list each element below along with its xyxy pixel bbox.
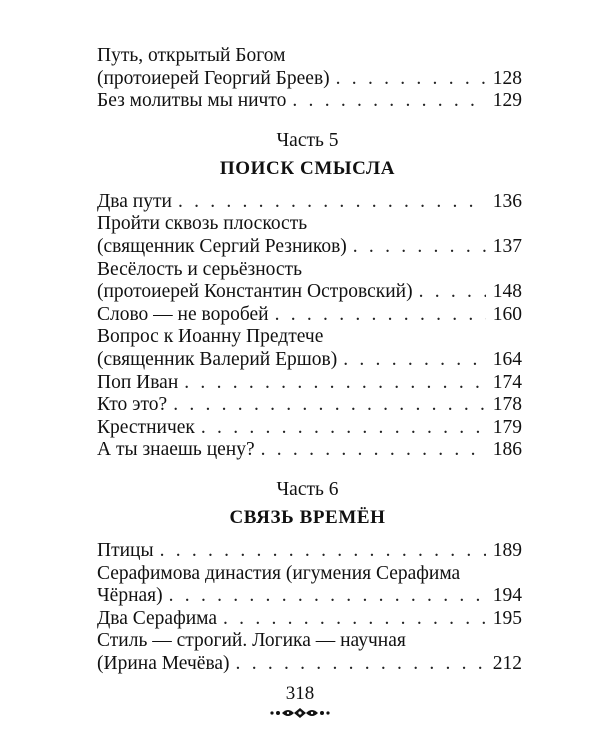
part-5-label: Часть 5	[276, 129, 339, 151]
toc-entry	[97, 259, 522, 282]
toc-entry	[97, 90, 522, 113]
toc-entry-title: Без молитвы мы ничто	[97, 90, 287, 112]
dot-leader	[160, 540, 486, 563]
toc-section-top	[97, 45, 522, 113]
toc-entry-page: 160	[492, 303, 522, 325]
toc-entry-title: Серафимова династия (игумения Серафима	[97, 562, 461, 584]
toc-entry	[97, 372, 522, 395]
dot-leader	[261, 439, 486, 462]
toc-entry-page: 178	[492, 394, 522, 416]
toc-entry-page: 129	[492, 90, 522, 112]
toc-entry-title: Крестничек	[97, 416, 195, 438]
toc-entry	[97, 213, 522, 236]
toc-entry-page: 189	[492, 539, 522, 561]
dot-leader	[169, 585, 486, 608]
toc-entry	[97, 236, 522, 259]
toc-entry-title: (протоиерей Константин Островский)	[97, 281, 413, 303]
toc-entry-title: Кто это?	[97, 394, 168, 416]
toc-entry-title: Два Серафима	[97, 607, 218, 629]
toc-entry-title: (протоиерей Георгий Бреев)	[97, 67, 330, 89]
toc-entry-page: 164	[492, 348, 522, 370]
toc-entry-page: 194	[492, 585, 522, 607]
toc-entry	[97, 439, 522, 462]
toc-entry	[97, 608, 522, 631]
dot-leader	[336, 68, 486, 91]
toc-entry-title: А ты знаешь цену?	[97, 439, 255, 461]
page-number: 318	[285, 683, 315, 704]
dot-leader	[275, 304, 486, 327]
toc-entry	[97, 653, 522, 676]
toc-entry-page: 195	[492, 607, 522, 629]
toc-entry-title: Стиль — строгий. Логика — научная	[97, 630, 406, 652]
toc-entry-page: 128	[492, 67, 522, 89]
dot-leader	[353, 236, 486, 259]
toc-entry-page: 137	[492, 235, 522, 257]
part-6-title: СВЯЗЬ ВРЕМЁН	[229, 506, 386, 528]
toc-entry-page: 186	[492, 439, 522, 461]
toc-entry-title: Вопрос к Иоанну Предтече	[97, 326, 324, 348]
toc-entry-title: Слово — не воробей	[97, 303, 269, 325]
dot-leader	[419, 281, 486, 304]
toc-entry-page: 212	[492, 652, 522, 674]
toc-entry	[97, 45, 522, 68]
toc-entry	[97, 191, 522, 214]
toc-entry-page: 136	[492, 190, 522, 212]
toc-entry-page: 179	[492, 416, 522, 438]
dot-leader	[178, 191, 486, 214]
dot-leader	[236, 653, 486, 676]
part-5-title: ПОИСК СМЫСЛА	[219, 157, 396, 179]
toc-entry-title: Птицы	[97, 539, 154, 561]
dot-leader	[184, 372, 486, 395]
toc-entry-title: Весёлость и серьёзность	[97, 258, 302, 280]
dot-leader	[292, 90, 486, 113]
toc-entry-title: (Ирина Мечёва)	[97, 652, 230, 674]
dot-leader	[173, 394, 486, 417]
toc-section-part-5	[97, 191, 522, 462]
toc-entry	[97, 563, 522, 586]
toc-entry	[97, 394, 522, 417]
toc-entry-page: 148	[492, 281, 522, 303]
dot-leader	[343, 349, 486, 372]
toc-entry	[97, 585, 522, 608]
toc-entry	[97, 540, 522, 563]
toc-entry-title: Пройти сквозь плоскость	[97, 213, 308, 235]
toc-entry-title: Путь, открытый Богом	[97, 45, 286, 66]
toc-entry	[97, 326, 522, 349]
toc-entry	[97, 630, 522, 653]
toc-entry-title: Два пути	[97, 190, 172, 212]
toc-entry	[97, 349, 522, 372]
toc-entry	[97, 68, 522, 91]
part-6-label: Часть 6	[276, 478, 339, 500]
page-footer	[0, 683, 600, 719]
toc-entry-page: 174	[492, 371, 522, 393]
toc-entry	[97, 281, 522, 304]
table-of-contents	[97, 45, 522, 675]
dot-leader	[223, 608, 486, 631]
dot-leader	[201, 417, 486, 440]
ornament-icon	[268, 707, 332, 719]
toc-entry	[97, 417, 522, 440]
toc-entry	[97, 304, 522, 327]
toc-entry-title: Чёрная)	[97, 585, 163, 607]
toc-entry-title: Поп Иван	[97, 371, 179, 393]
toc-section-part-6	[97, 540, 522, 676]
toc-entry-title: (священник Сергий Резников)	[97, 235, 347, 257]
toc-entry-title: (священник Валерий Ершов)	[97, 348, 338, 370]
